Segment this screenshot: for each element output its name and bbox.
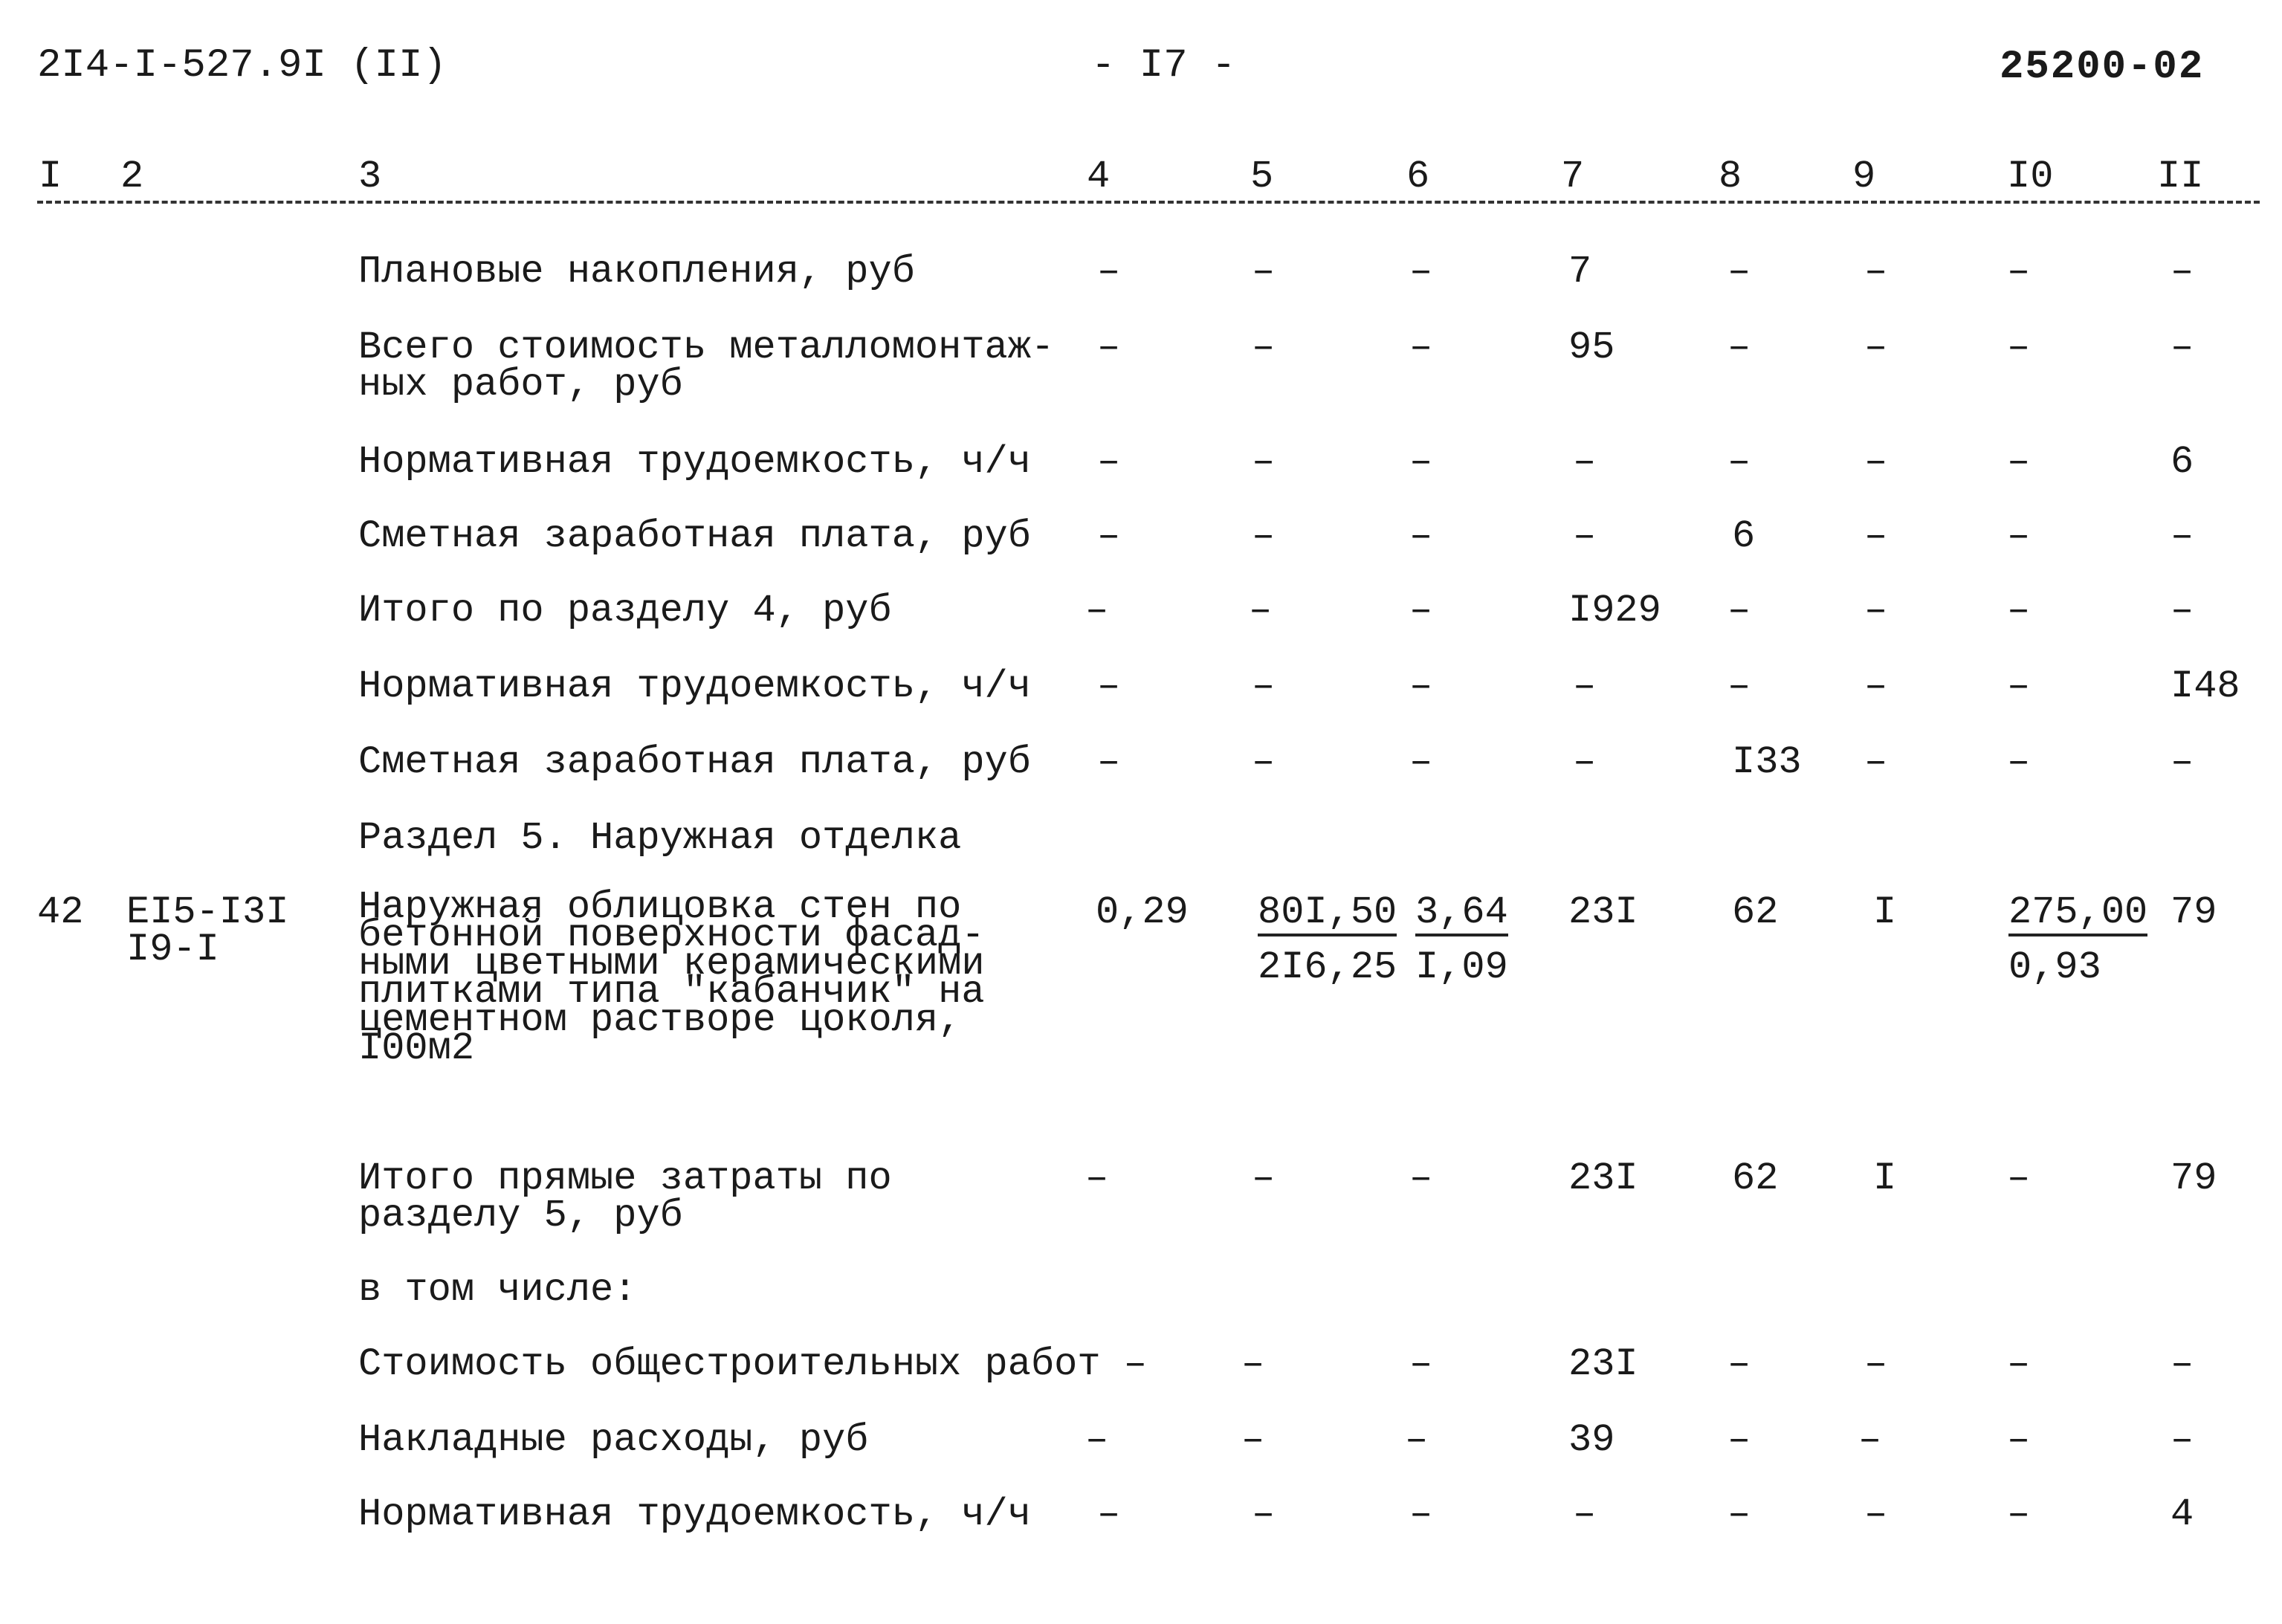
cell-col9: – — [1864, 1492, 1888, 1536]
cell-col10: – — [2007, 250, 2031, 294]
cell-col10: – — [2007, 514, 2031, 558]
cell-col7: 95 — [1568, 326, 1615, 369]
cell-col6: – — [1409, 250, 1433, 294]
cell-col10: – — [2007, 589, 2031, 633]
item-description: Наружная облицовка стен по бетонной поверхности фасад-ными цветными керамическими плитками типа "кабанчик" на цементном растворе цоколя, I00м2 — [358, 885, 985, 1070]
cell-col4: – — [1085, 1418, 1109, 1462]
cell-col8: – — [1727, 1342, 1751, 1386]
cell-col6: – — [1405, 1418, 1429, 1462]
cell-col9: I — [1873, 890, 1897, 934]
cell-col11: – — [2171, 250, 2194, 294]
cell-col4: – — [1097, 250, 1121, 294]
cell-col8: – — [1727, 1492, 1751, 1536]
cell-col11: – — [2171, 1418, 2194, 1462]
column-number: 9 — [1852, 155, 1876, 198]
cell-col6: – — [1409, 514, 1433, 558]
row-label: Накладные расходы, руб — [358, 1418, 869, 1462]
cell-col9: – — [1864, 740, 1888, 784]
cell-col6: – — [1409, 326, 1433, 369]
subheading: в том числе: — [358, 1268, 637, 1312]
cell-col4: – — [1097, 440, 1121, 484]
cell-col4: – — [1097, 514, 1121, 558]
cell-col9: – — [1864, 664, 1888, 708]
cell-col7: – — [1573, 514, 1597, 558]
cell-col9: – — [1864, 440, 1888, 484]
cell-col6: – — [1409, 1342, 1433, 1386]
cell-col4: – — [1085, 1156, 1109, 1200]
column-number: I0 — [2007, 155, 2054, 198]
cell-col10: – — [2007, 440, 2031, 484]
column-number: 8 — [1719, 155, 1742, 198]
cell-col11: – — [2171, 514, 2194, 558]
cell-col5: – — [1252, 740, 1276, 784]
cell-col5: – — [1252, 326, 1276, 369]
cell-col9: – — [1858, 1418, 1882, 1462]
page-number: - I7 - — [1091, 43, 1236, 88]
cell-col5: – — [1241, 1342, 1265, 1386]
cell-col5: – — [1252, 1492, 1276, 1536]
cell-col6: – — [1409, 1156, 1433, 1200]
cell-col6-bottom: I,09 — [1415, 945, 1508, 989]
cell-col8: I33 — [1732, 740, 1802, 784]
row-label: Плановые накопления, руб — [358, 250, 915, 294]
cell-col9: – — [1864, 514, 1888, 558]
cell-col11: – — [2171, 740, 2194, 784]
row-label: Нормативная трудоемкость, ч/ч — [358, 664, 1031, 708]
row-label: Нормативная трудоемкость, ч/ч — [358, 440, 1031, 484]
cell-col9: I — [1873, 1156, 1897, 1200]
cell-col5: – — [1249, 589, 1273, 633]
cell-col10-top: 275,00 — [2008, 893, 2147, 936]
cell-col8: 62 — [1732, 1156, 1779, 1200]
cell-col5: – — [1252, 440, 1276, 484]
cell-col5: – — [1252, 514, 1276, 558]
row-label: Итого прямые затраты по — [358, 1156, 892, 1200]
column-number: 6 — [1406, 155, 1430, 198]
cell-col7: – — [1573, 740, 1597, 784]
row-label: Сметная заработная плата, руб — [358, 514, 1031, 558]
rate-code: EI5-I3I — [126, 890, 289, 934]
column-number: 3 — [358, 155, 382, 198]
cell-col10: – — [2007, 740, 2031, 784]
cell-col11: 79 — [2171, 890, 2217, 934]
row-label: Нормативная трудоемкость, ч/ч — [358, 1492, 1031, 1536]
row-label-cont: разделу 5, руб — [358, 1194, 683, 1238]
cell-col9: – — [1864, 250, 1888, 294]
cell-col4: – — [1085, 589, 1109, 633]
row-label: Сметная заработная плата, руб — [358, 740, 1031, 784]
row-label: Всего стоимость металломонтаж- — [358, 326, 1055, 369]
sheet-code: 25200-02 — [2000, 45, 2205, 90]
cell-col10: – — [2007, 664, 2031, 708]
cell-col10: – — [2007, 326, 2031, 369]
header-divider — [37, 201, 2260, 204]
cell-col4: – — [1097, 664, 1121, 708]
cell-col5-bottom: 2I6,25 — [1258, 945, 1397, 989]
cell-col8: – — [1727, 589, 1751, 633]
cell-col10: – — [2007, 1342, 2031, 1386]
cell-col11: I48 — [2171, 664, 2240, 708]
cell-col7: 23I — [1568, 1342, 1638, 1386]
cell-col6: – — [1409, 1492, 1433, 1536]
cell-col8: – — [1727, 664, 1751, 708]
section-heading: Раздел 5. Наружная отделка — [358, 816, 962, 860]
column-number: 2 — [120, 155, 144, 198]
cell-col7: – — [1573, 440, 1597, 484]
cell-col6: – — [1409, 589, 1433, 633]
cell-col4: 0,29 — [1096, 890, 1189, 934]
cell-col8: – — [1727, 440, 1751, 484]
cell-col9: – — [1864, 589, 1888, 633]
cell-col10: – — [2007, 1156, 2031, 1200]
column-number: 5 — [1250, 155, 1274, 198]
cell-col9: – — [1864, 326, 1888, 369]
cell-col8: – — [1727, 326, 1751, 369]
cell-col5: – — [1241, 1418, 1265, 1462]
cell-col5: – — [1252, 1156, 1276, 1200]
column-number: 4 — [1087, 155, 1111, 198]
cell-col7: 23I — [1568, 1156, 1638, 1200]
row-label: Стоимость общестроительных работ – — [358, 1342, 1147, 1386]
cell-col4: – — [1097, 1492, 1121, 1536]
cell-col6: – — [1409, 740, 1433, 784]
column-number: II — [2157, 155, 2204, 198]
cell-col8: 62 — [1732, 890, 1779, 934]
column-number: I — [39, 155, 62, 198]
cell-col7: I929 — [1568, 589, 1661, 633]
rate-code-sub: I9-I — [126, 928, 219, 971]
item-number: 42 — [37, 890, 84, 934]
cell-col4: – — [1097, 740, 1121, 784]
row-label-cont: ных работ, руб — [358, 363, 683, 407]
cell-col6-top: 3,64 — [1415, 893, 1508, 936]
cell-col11: 6 — [2171, 440, 2194, 484]
cell-col7: 23I — [1568, 890, 1638, 934]
cell-col7: 39 — [1568, 1418, 1615, 1462]
cell-col10: – — [2007, 1418, 2031, 1462]
cell-col5: – — [1252, 250, 1276, 294]
cell-col11: 79 — [2171, 1156, 2217, 1200]
cell-col6: – — [1409, 664, 1433, 708]
cell-col6: – — [1409, 440, 1433, 484]
cell-col5: – — [1252, 664, 1276, 708]
document-code: 2I4-I-527.9I (II) — [37, 43, 447, 88]
cell-col8: – — [1727, 250, 1751, 294]
cell-col10-bottom: 0,93 — [2008, 945, 2101, 989]
row-label: Итого по разделу 4, руб — [358, 589, 892, 633]
cell-col11: – — [2171, 1342, 2194, 1386]
cell-col11: 4 — [2171, 1492, 2194, 1536]
cell-col8: – — [1727, 1418, 1751, 1462]
cell-col9: – — [1864, 1342, 1888, 1386]
column-number: 7 — [1561, 155, 1585, 198]
cell-col5-top: 80I,50 — [1258, 893, 1397, 936]
cell-col7: – — [1573, 664, 1597, 708]
cell-col11: – — [2171, 589, 2194, 633]
cell-col7: – — [1573, 1492, 1597, 1536]
cell-col4: – — [1097, 326, 1121, 369]
cell-col11: – — [2171, 326, 2194, 369]
cell-col8: 6 — [1732, 514, 1756, 558]
cell-col7: 7 — [1568, 250, 1592, 294]
cell-col10: – — [2007, 1492, 2031, 1536]
